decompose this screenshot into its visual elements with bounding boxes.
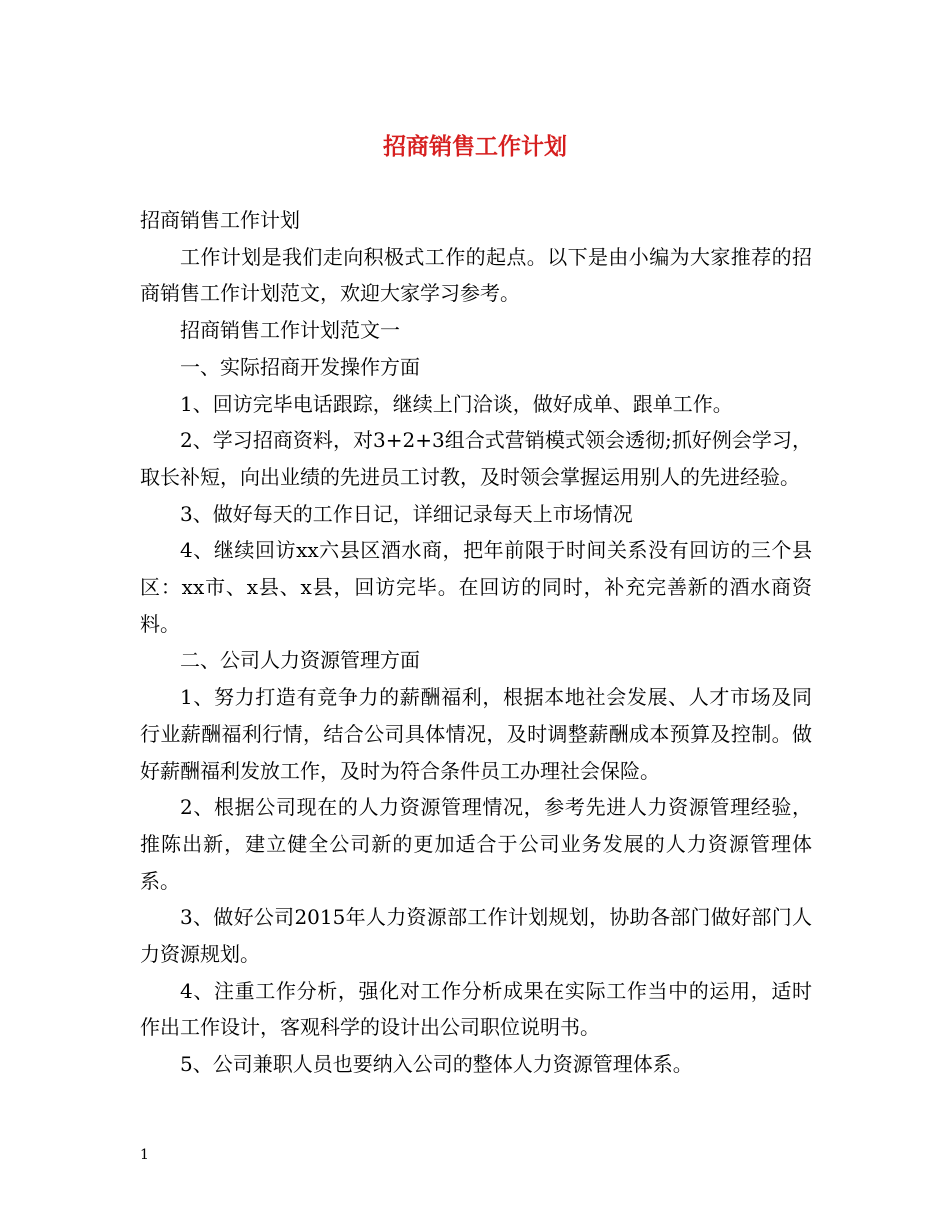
paragraph: 1、努力打造有竞争力的薪酬福利，根据本地社会发展、人才市场及同行业薪酬福利行情，结合公司具体情况，及时调整薪酬成本预算及控制。做好薪酬福利发放工作，及时为符合条件员工办理社会保险。 bbox=[140, 685, 812, 783]
paragraph: 4、注重工作分析，强化对工作分析成果在实际工作当中的运用，适时作出工作设计，客观科学的设计出公司职位说明书。 bbox=[140, 978, 812, 1040]
paragraph: 3、做好公司2015年人力资源部工作计划规划，协助各部门做好部门人力资源规划。 bbox=[140, 905, 812, 967]
paragraph: 5、公司兼职人员也要纳入公司的整体人力资源管理体系。 bbox=[180, 1052, 693, 1077]
section-heading: 一、实际招商开发操作方面 bbox=[180, 354, 420, 379]
paragraph: 招商销售工作计划范文一 bbox=[180, 318, 400, 343]
paragraph: 3、做好每天的工作日记，详细记录每天上市场情况 bbox=[180, 501, 633, 526]
page-number: 1 bbox=[140, 1147, 149, 1163]
section-heading: 二、公司人力资源管理方面 bbox=[180, 648, 420, 673]
paragraph: 2、根据公司现在的人力资源管理情况，参考先进人力资源管理经验，推陈出新，建立健全公司新的更加适合于公司业务发展的人力资源管理体系。 bbox=[140, 795, 812, 893]
paragraph: 工作计划是我们走向积极式工作的起点。以下是由小编为大家推荐的招商销售工作计划范文，欢迎大家学习参考。 bbox=[140, 244, 812, 306]
paragraph: 招商销售工作计划 bbox=[140, 208, 300, 232]
document-title: 招商销售工作计划 bbox=[383, 133, 567, 160]
paragraph: 2、学习招商资料，对3+2+3组合式营销模式领会透彻;抓好例会学习，取长补短，向出业绩的先进员工讨教，及时领会掌握运用别人的先进经验。 bbox=[140, 428, 812, 489]
paragraph: 4、继续回访xx六县区酒水商，把年前限于时间关系没有回访的三个县区：xx市、x县、x县，回访完毕。在回访的同时，补充完善新的酒水商资料。 bbox=[140, 538, 812, 636]
document-body bbox=[140, 202, 812, 1083]
paragraph: 1、回访完毕电话跟踪，继续上门洽谈，做好成单、跟单工作。 bbox=[180, 391, 733, 416]
